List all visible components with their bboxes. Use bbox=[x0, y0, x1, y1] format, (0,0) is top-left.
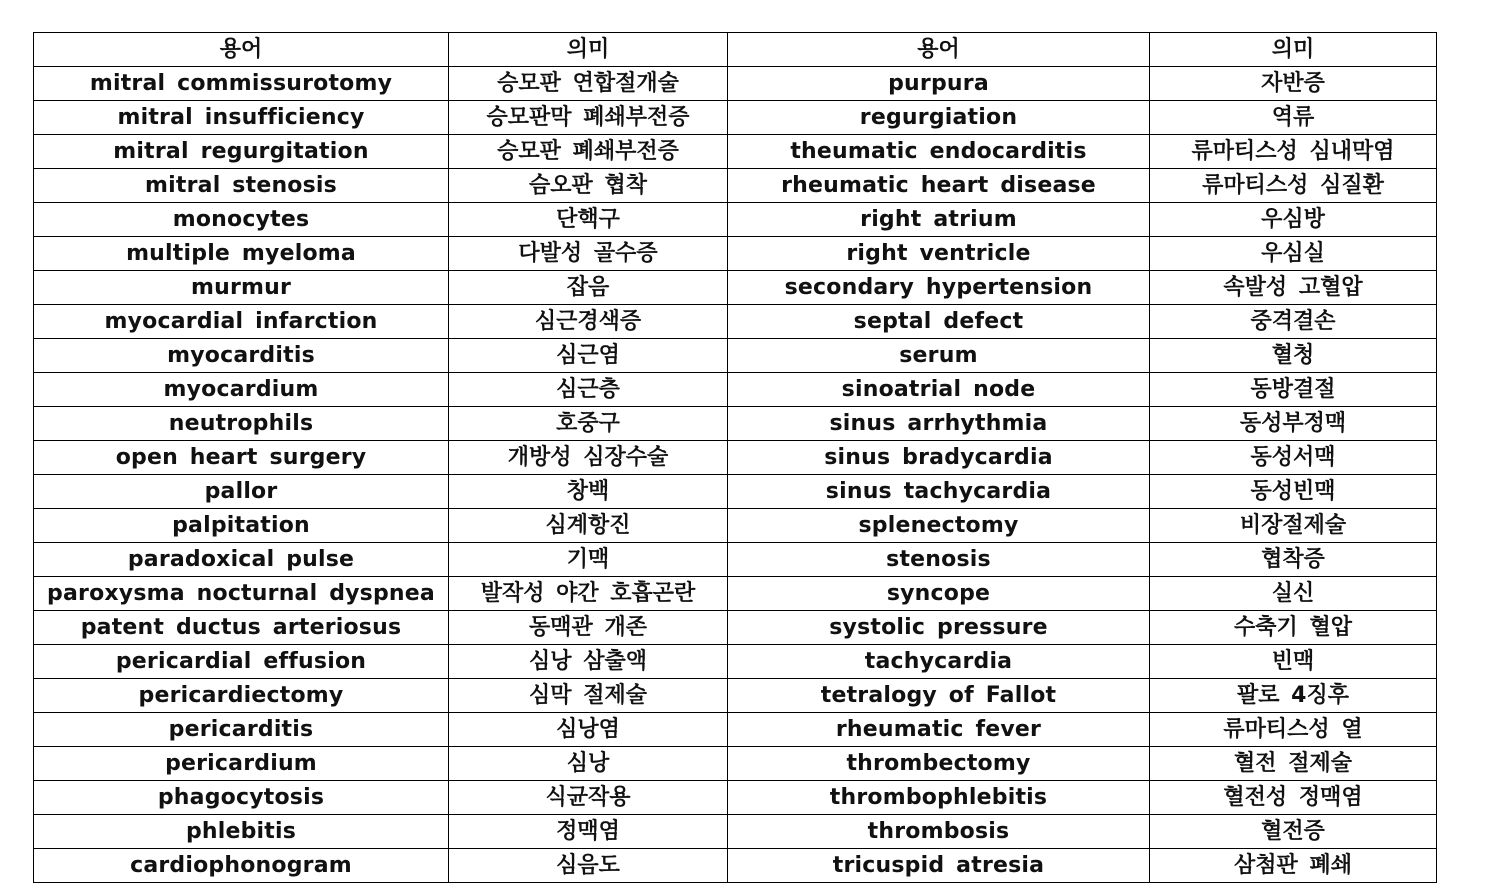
meaning-cell: 혈청 bbox=[1150, 339, 1437, 373]
term-cell: right atrium bbox=[728, 203, 1150, 237]
meaning-cell: 슴오판 협착 bbox=[449, 169, 728, 203]
header-term-1: 용어 bbox=[34, 33, 449, 67]
term-cell: paradoxical pulse bbox=[34, 543, 449, 577]
term-cell: pericardiectomy bbox=[34, 679, 449, 713]
table-row bbox=[34, 441, 1437, 475]
table-row bbox=[34, 815, 1437, 849]
meaning-cell: 창백 bbox=[449, 475, 728, 509]
meaning-cell: 류마티스성 심질환 bbox=[1150, 169, 1437, 203]
meaning-cell: 식균작용 bbox=[449, 781, 728, 815]
meaning-cell: 심근층 bbox=[449, 373, 728, 407]
table-row bbox=[34, 271, 1437, 305]
term-cell: stenosis bbox=[728, 543, 1150, 577]
header-meaning-1: 의미 bbox=[449, 33, 728, 67]
term-cell: splenectomy bbox=[728, 509, 1150, 543]
meaning-cell: 잡음 bbox=[449, 271, 728, 305]
meaning-cell: 실신 bbox=[1150, 577, 1437, 611]
term-cell: tricuspid atresia bbox=[728, 849, 1150, 883]
meaning-cell: 삼첨판 폐쇄 bbox=[1150, 849, 1437, 883]
term-cell: thrombosis bbox=[728, 815, 1150, 849]
term-cell: sinoatrial node bbox=[728, 373, 1150, 407]
meaning-cell: 심근염 bbox=[449, 339, 728, 373]
term-cell: tetralogy of Fallot bbox=[728, 679, 1150, 713]
term-cell: mitral regurgitation bbox=[34, 135, 449, 169]
term-cell: septal defect bbox=[728, 305, 1150, 339]
term-cell: pericarditis bbox=[34, 713, 449, 747]
table-row bbox=[34, 849, 1437, 883]
term-cell: sinus bradycardia bbox=[728, 441, 1150, 475]
meaning-cell: 발작성 야간 호흡곤란 bbox=[449, 577, 728, 611]
term-cell: thrombectomy bbox=[728, 747, 1150, 781]
meaning-cell: 심낭 bbox=[449, 747, 728, 781]
term-cell: mitral commissurotomy bbox=[34, 67, 449, 101]
term-cell: murmur bbox=[34, 271, 449, 305]
term-cell: sinus arrhythmia bbox=[728, 407, 1150, 441]
term-cell: palpitation bbox=[34, 509, 449, 543]
table-row bbox=[34, 781, 1437, 815]
meaning-cell: 혈전성 정맥염 bbox=[1150, 781, 1437, 815]
glossary-sheet bbox=[33, 32, 1436, 883]
table-row bbox=[34, 101, 1437, 135]
term-cell: secondary hypertension bbox=[728, 271, 1150, 305]
meaning-cell: 기맥 bbox=[449, 543, 728, 577]
meaning-cell: 빈맥 bbox=[1150, 645, 1437, 679]
table-row bbox=[34, 203, 1437, 237]
meaning-cell: 동성부정맥 bbox=[1150, 407, 1437, 441]
term-cell: purpura bbox=[728, 67, 1150, 101]
meaning-cell: 심근경색증 bbox=[449, 305, 728, 339]
meaning-cell: 승모판 연합절개술 bbox=[449, 67, 728, 101]
meaning-cell: 동맥관 개존 bbox=[449, 611, 728, 645]
meaning-cell: 수축기 혈압 bbox=[1150, 611, 1437, 645]
term-cell: rheumatic fever bbox=[728, 713, 1150, 747]
term-cell: phlebitis bbox=[34, 815, 449, 849]
table-row bbox=[34, 339, 1437, 373]
header-row bbox=[34, 33, 1437, 67]
glossary-body bbox=[34, 67, 1437, 883]
term-cell: syncope bbox=[728, 577, 1150, 611]
term-cell: regurgiation bbox=[728, 101, 1150, 135]
meaning-cell: 중격결손 bbox=[1150, 305, 1437, 339]
meaning-cell: 류마티스성 심내막염 bbox=[1150, 135, 1437, 169]
term-cell: pericardial effusion bbox=[34, 645, 449, 679]
table-row bbox=[34, 373, 1437, 407]
term-cell: multiple myeloma bbox=[34, 237, 449, 271]
term-cell: thrombophlebitis bbox=[728, 781, 1150, 815]
glossary-table bbox=[33, 32, 1437, 883]
meaning-cell: 개방성 심장수술 bbox=[449, 441, 728, 475]
table-row bbox=[34, 169, 1437, 203]
term-cell: sinus tachycardia bbox=[728, 475, 1150, 509]
table-row bbox=[34, 509, 1437, 543]
term-cell: systolic pressure bbox=[728, 611, 1150, 645]
meaning-cell: 단핵구 bbox=[449, 203, 728, 237]
header-meaning-2: 의미 bbox=[1150, 33, 1437, 67]
meaning-cell: 호중구 bbox=[449, 407, 728, 441]
meaning-cell: 심막 절제술 bbox=[449, 679, 728, 713]
term-cell: patent ductus arteriosus bbox=[34, 611, 449, 645]
table-row bbox=[34, 407, 1437, 441]
meaning-cell: 비장절제술 bbox=[1150, 509, 1437, 543]
meaning-cell: 우심실 bbox=[1150, 237, 1437, 271]
header-term-2: 용어 bbox=[728, 33, 1150, 67]
table-row bbox=[34, 237, 1437, 271]
term-cell: open heart surgery bbox=[34, 441, 449, 475]
meaning-cell: 승모판 폐쇄부전증 bbox=[449, 135, 728, 169]
term-cell: neutrophils bbox=[34, 407, 449, 441]
term-cell: mitral insufficiency bbox=[34, 101, 449, 135]
meaning-cell: 협착증 bbox=[1150, 543, 1437, 577]
meaning-cell: 자반증 bbox=[1150, 67, 1437, 101]
term-cell: myocardium bbox=[34, 373, 449, 407]
meaning-cell: 심낭 삼출액 bbox=[449, 645, 728, 679]
term-cell: tachycardia bbox=[728, 645, 1150, 679]
meaning-cell: 동방결절 bbox=[1150, 373, 1437, 407]
meaning-cell: 우심방 bbox=[1150, 203, 1437, 237]
table-row bbox=[34, 475, 1437, 509]
meaning-cell: 혈전증 bbox=[1150, 815, 1437, 849]
term-cell: mitral stenosis bbox=[34, 169, 449, 203]
term-cell: pericardium bbox=[34, 747, 449, 781]
table-row bbox=[34, 577, 1437, 611]
term-cell: myocardial infarction bbox=[34, 305, 449, 339]
table-row bbox=[34, 543, 1437, 577]
term-cell: myocarditis bbox=[34, 339, 449, 373]
table-row bbox=[34, 135, 1437, 169]
meaning-cell: 역류 bbox=[1150, 101, 1437, 135]
term-cell: theumatic endocarditis bbox=[728, 135, 1150, 169]
table-row bbox=[34, 305, 1437, 339]
term-cell: paroxysma nocturnal dyspnea bbox=[34, 577, 449, 611]
table-row bbox=[34, 713, 1437, 747]
meaning-cell: 류마티스성 열 bbox=[1150, 713, 1437, 747]
meaning-cell: 심낭염 bbox=[449, 713, 728, 747]
meaning-cell: 심음도 bbox=[449, 849, 728, 883]
meaning-cell: 심계항진 bbox=[449, 509, 728, 543]
table-row bbox=[34, 611, 1437, 645]
meaning-cell: 정맥염 bbox=[449, 815, 728, 849]
term-cell: pallor bbox=[34, 475, 449, 509]
meaning-cell: 승모판막 폐쇄부전증 bbox=[449, 101, 728, 135]
table-row bbox=[34, 747, 1437, 781]
term-cell: rheumatic heart disease bbox=[728, 169, 1150, 203]
table-row bbox=[34, 679, 1437, 713]
term-cell: phagocytosis bbox=[34, 781, 449, 815]
meaning-cell: 동성서맥 bbox=[1150, 441, 1437, 475]
term-cell: serum bbox=[728, 339, 1150, 373]
meaning-cell: 속발성 고혈압 bbox=[1150, 271, 1437, 305]
meaning-cell: 팔로 4징후 bbox=[1150, 679, 1437, 713]
table-row bbox=[34, 67, 1437, 101]
meaning-cell: 혈전 절제술 bbox=[1150, 747, 1437, 781]
meaning-cell: 다발성 골수증 bbox=[449, 237, 728, 271]
term-cell: cardiophonogram bbox=[34, 849, 449, 883]
meaning-cell: 동성빈맥 bbox=[1150, 475, 1437, 509]
term-cell: right ventricle bbox=[728, 237, 1150, 271]
table-row bbox=[34, 645, 1437, 679]
term-cell: monocytes bbox=[34, 203, 449, 237]
